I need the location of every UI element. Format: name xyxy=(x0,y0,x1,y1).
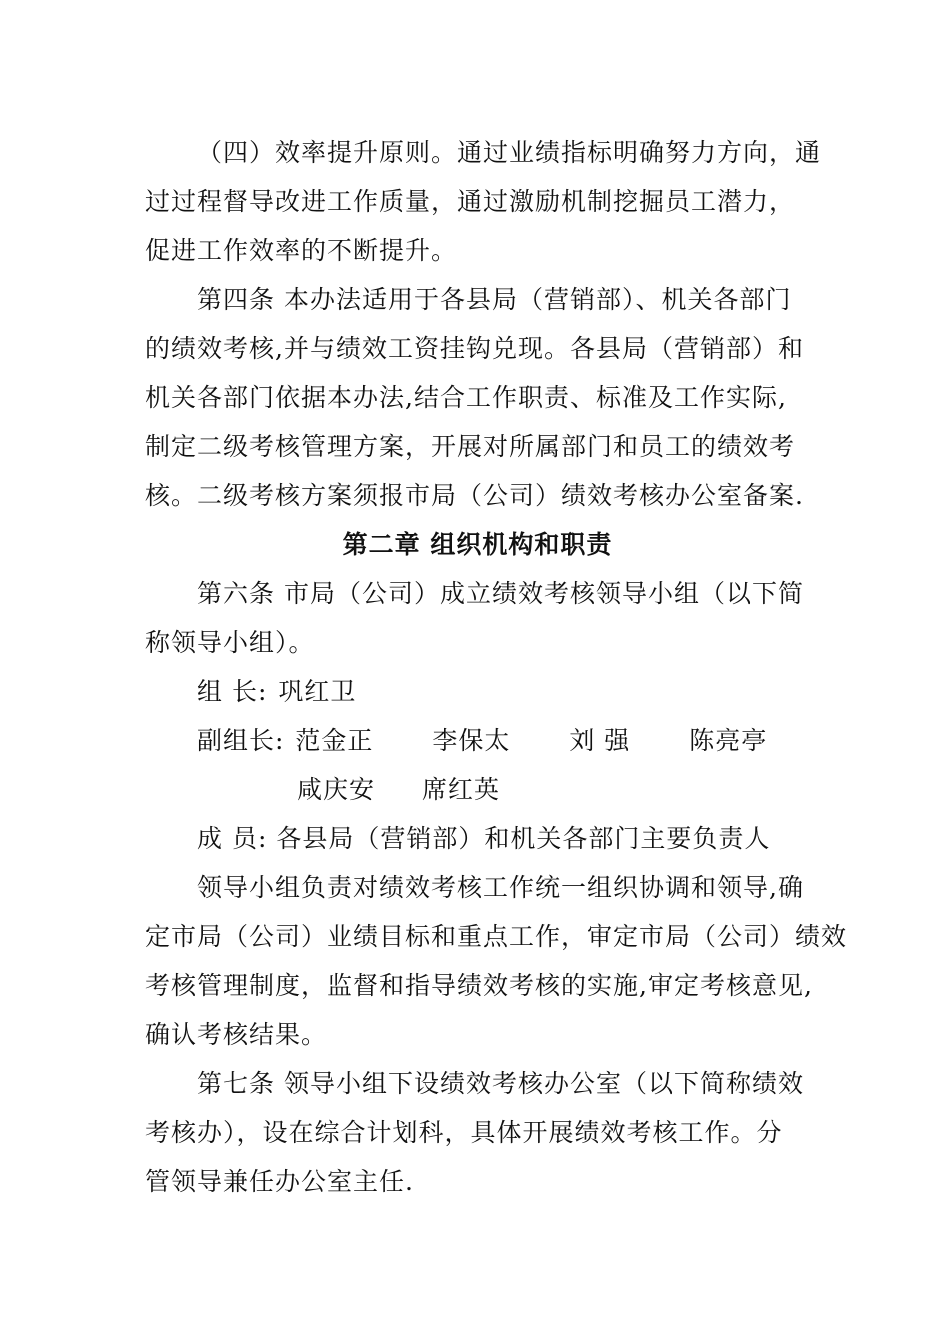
text-line: 促进工作效率的不断提升。 xyxy=(145,236,458,265)
members-line xyxy=(145,814,810,863)
deputy-leader-line-2 xyxy=(145,765,810,814)
text-line: 过过程督导改进工作质量，通过激励机制挖掘员工潜力， xyxy=(145,187,796,216)
text-line: 第六条 市局（公司）成立绩效考核领导小组（以下简 xyxy=(197,579,804,608)
deputy-name: 刘 强 xyxy=(569,726,631,755)
members-label: 成 员: xyxy=(197,824,268,853)
text-line: 确认考核结果。 xyxy=(145,1020,328,1049)
members-text: 各县局（营销部）和机关各部门主要负责人 xyxy=(276,824,771,853)
article-6 xyxy=(145,569,810,667)
deputy-name: 李保太 xyxy=(432,726,511,755)
deputy-leader-line xyxy=(145,716,810,765)
text-line: 考核管理制度，监督和指导绩效考核的实施,审定考核意见, xyxy=(145,971,813,1000)
paragraph-efficiency-principle xyxy=(145,128,822,275)
deputy-label: 副组长: xyxy=(197,726,285,755)
deputy-name: 范金正 xyxy=(295,726,374,755)
article-4 xyxy=(145,275,810,520)
deputy-name: 席红英 xyxy=(421,775,500,804)
text-line: 机关各部门依据本办法,结合工作职责、标准及工作实际, xyxy=(145,383,787,412)
group-leader-line xyxy=(145,667,810,716)
text-line: 第四条 本办法适用于各县局（营销部）、机关各部门 xyxy=(197,285,792,314)
text-line: 考核办），设在综合计划科，具体开展绩效考核工作。分 xyxy=(145,1118,783,1147)
deputy-name: 咸庆安 xyxy=(297,775,376,804)
deputy-name: 陈亮亭 xyxy=(689,726,768,755)
text-line: 定市局（公司）业绩目标和重点工作，审定市局（公司）绩效 xyxy=(145,922,848,951)
text-line: 第七条 领导小组下设绩效考核办公室（以下简称绩效 xyxy=(197,1069,804,1098)
chapter-2-heading: 第二章 组织机构和职责 xyxy=(342,530,613,559)
leader-label: 组 长: xyxy=(197,677,268,706)
text-line: 领导小组负责对绩效考核工作统一组织协调和领导,确 xyxy=(197,873,804,902)
article-7 xyxy=(145,1059,810,1206)
text-line: 称领导小组）。 xyxy=(145,628,315,657)
text-line: 核。二级考核方案须报市局（公司）绩效考核办公室备案. xyxy=(145,481,804,510)
text-line: （四）效率提升原则。通过业绩指标明确努力方向，通 xyxy=(197,138,822,167)
text-line: 制定二级考核管理方案，开展对所属部门和员工的绩效考 xyxy=(145,432,796,461)
leadership-duty xyxy=(145,863,848,1059)
text-line: 的绩效考核,并与绩效工资挂钩兑现。各县局（营销部）和 xyxy=(145,334,804,363)
text-line: 管领导兼任办公室主任. xyxy=(145,1167,414,1196)
document-page xyxy=(145,128,848,1206)
leader-name: 巩红卫 xyxy=(278,677,357,706)
